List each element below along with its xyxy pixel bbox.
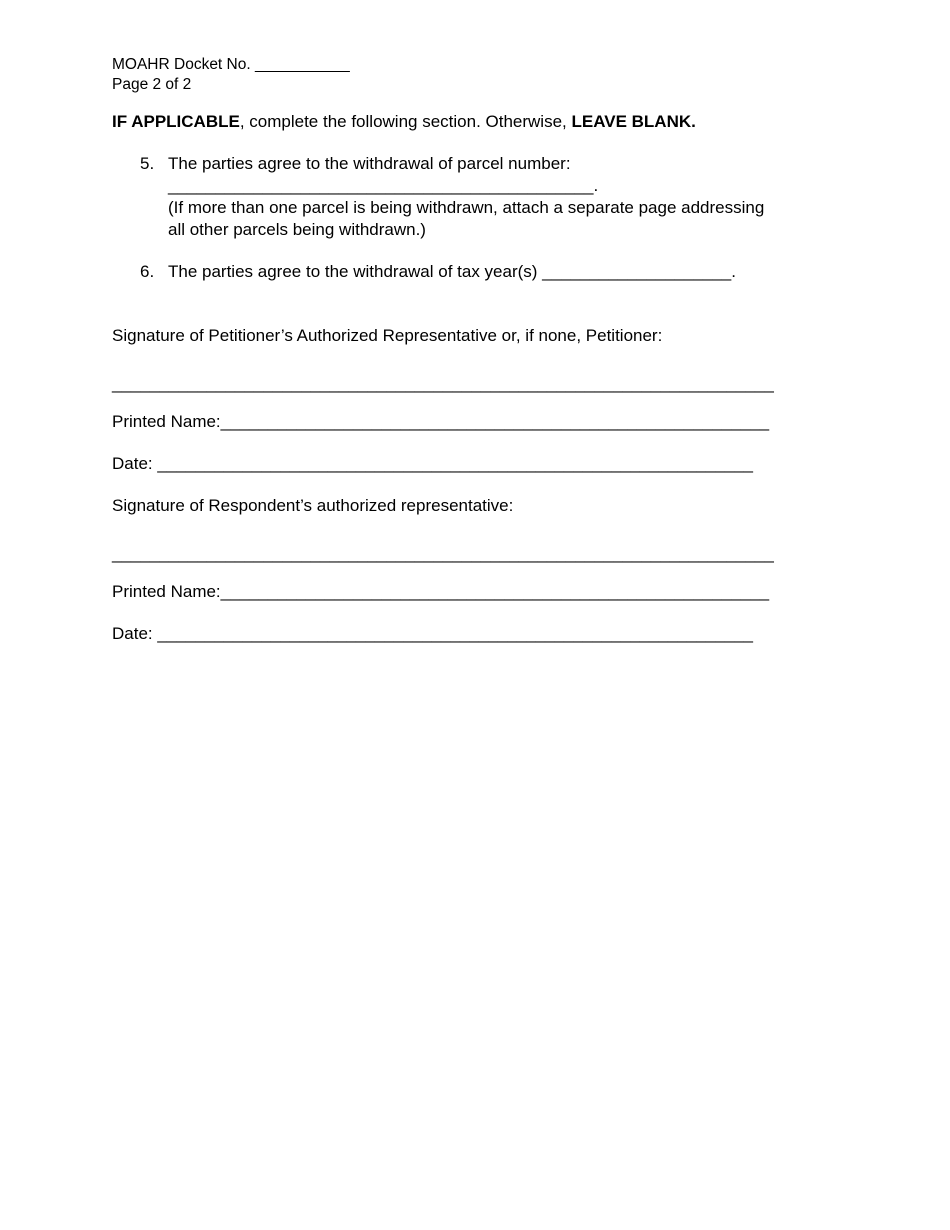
petitioner-printed-name-field[interactable]: Printed Name:__________________________________________________________ [112,412,770,431]
item-note-line-1: (If more than one parcel is being withdrawn, attach a separate page addressing [168,198,765,217]
respondent-printed-name-field[interactable]: Printed Name:__________________________________________________________ [112,582,770,601]
tax-year-blank[interactable]: The parties agree to the withdrawal of tax year(s) ____________________. [168,262,736,281]
item-number: 6. [140,262,155,281]
item-number: 5. [140,154,155,173]
instructions [112,111,852,133]
parcel-number-blank[interactable]: _____________________________________________. [168,176,599,195]
respondent-date-field[interactable]: Date: _______________________________________________________________ [112,624,753,643]
item-tax-year-withdrawal [112,261,852,283]
instructions-text: , complete the following section. Otherwise, [239,112,572,131]
item-text: The parties agree to the withdrawal of parcel number: [168,154,571,173]
item-note-line-2: all other parcels being withdrawn.) [168,220,426,239]
petitioner-signature-line[interactable]: ______________________________________________________________________ [112,374,774,393]
form-page [112,55,852,645]
petitioner-signature-heading: Signature of Petitioner’s Authorized Representative or, if none, Petitioner: [112,326,663,345]
leave-blank-label: LEAVE BLANK. [571,112,696,131]
docket-number: MOAHR Docket No. ___________ [112,56,350,73]
page-number: Page 2 of 2 [112,76,192,93]
if-applicable-label: IF APPLICABLE [112,112,240,131]
respondent-signature-heading: Signature of Respondent’s authorized representative: [112,496,514,515]
respondent-signature-line[interactable]: ______________________________________________________________________ [112,544,774,563]
item-parcel-withdrawal [112,153,852,241]
petitioner-date-field[interactable]: Date: _______________________________________________________________ [112,454,753,473]
